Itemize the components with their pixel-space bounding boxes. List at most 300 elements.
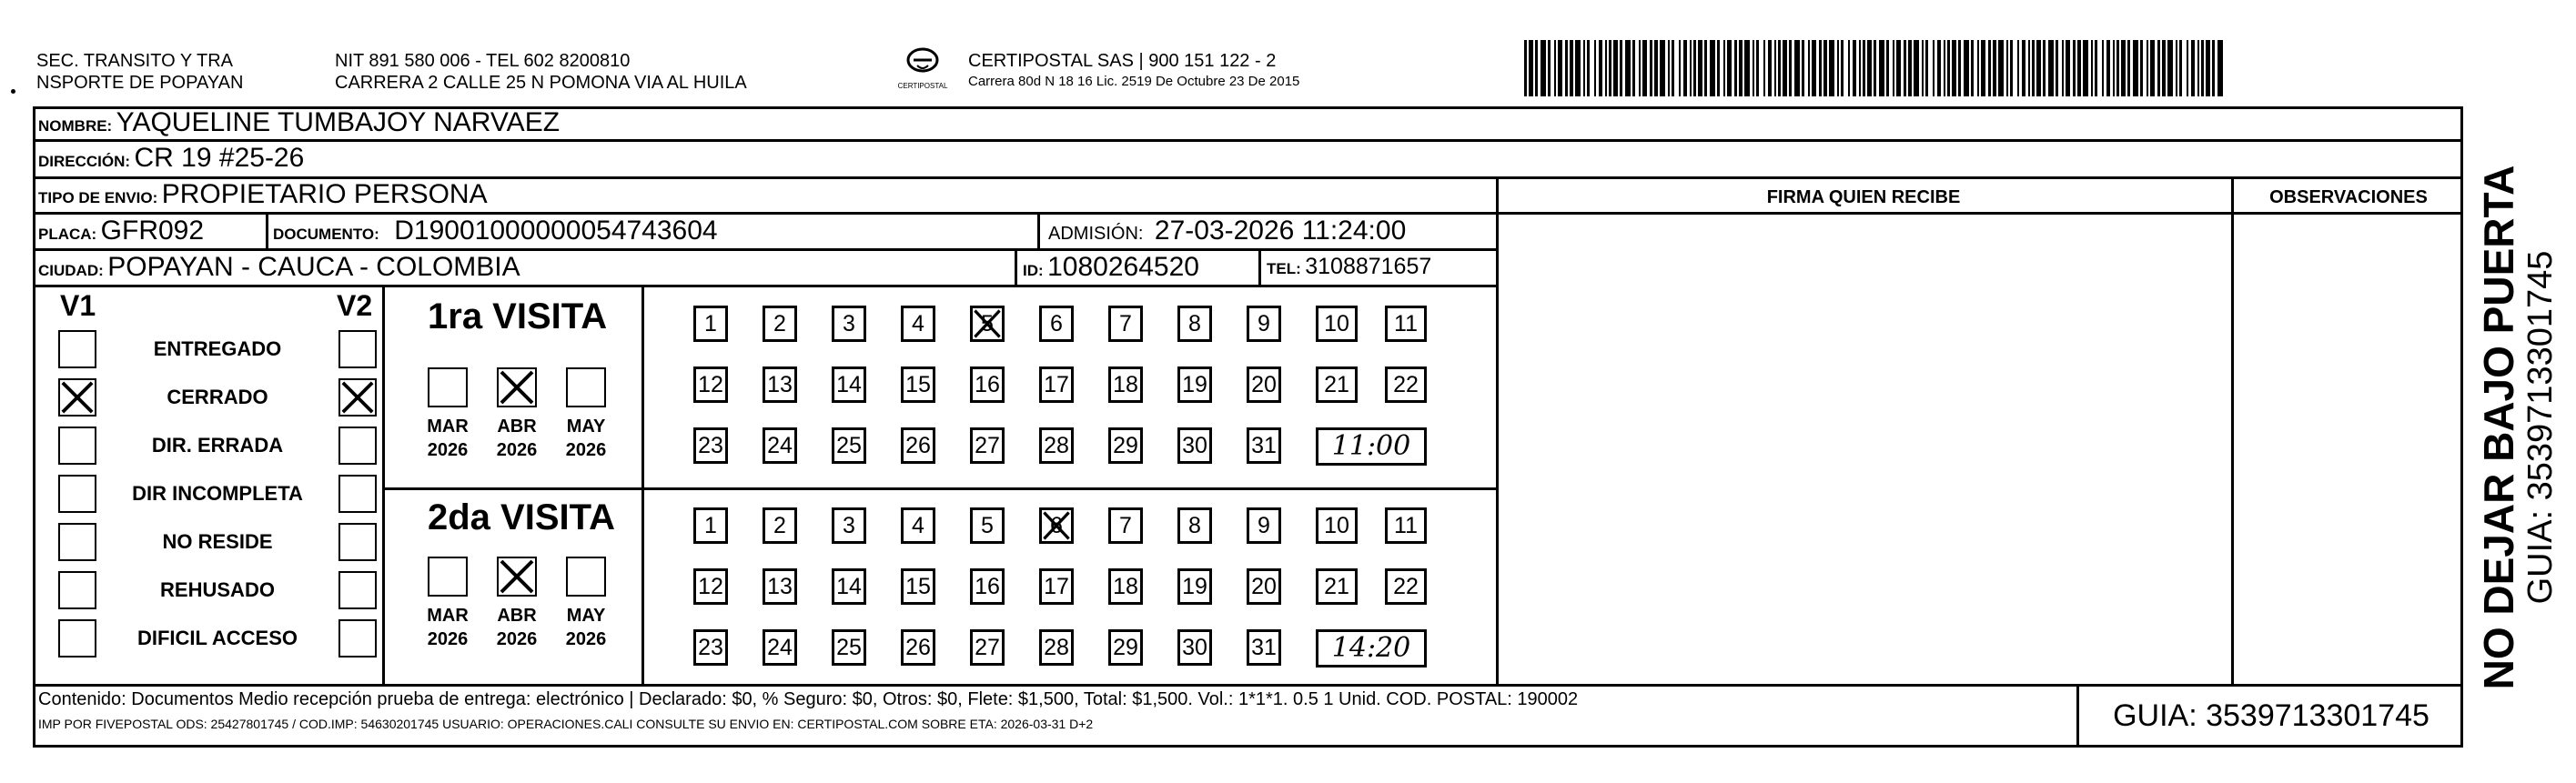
day-cell[interactable] <box>1039 629 1074 666</box>
day-cell[interactable] <box>901 629 935 666</box>
barcode-bar <box>1794 40 1800 96</box>
x-mark-icon <box>60 380 95 415</box>
row-divider <box>33 285 1496 287</box>
barcode-bar <box>1642 40 1647 96</box>
day-number: 9 <box>1258 311 1270 336</box>
day-number: 13 <box>767 372 793 397</box>
observaciones-header: OBSERVACIONES <box>2269 187 2428 207</box>
day-number: 16 <box>975 372 1000 397</box>
barcode-bar <box>1904 40 1906 96</box>
day-cell[interactable] <box>1177 507 1212 544</box>
day-number: 1 <box>704 311 717 336</box>
placa-label: PLACA: <box>38 226 97 243</box>
barcode-bar <box>1587 40 1590 96</box>
barcode-bar <box>1625 40 1631 96</box>
day-cell[interactable] <box>1039 306 1074 342</box>
v1-checkbox[interactable] <box>58 571 96 609</box>
barcode-bar <box>2133 40 2138 96</box>
barcode-bar <box>1998 40 2004 96</box>
day-cell[interactable] <box>1108 507 1143 544</box>
day-cell[interactable] <box>763 366 797 403</box>
day-number: 21 <box>1324 372 1349 397</box>
day-cell[interactable] <box>763 568 797 605</box>
id-value: 1080264520 <box>1047 252 1199 282</box>
day-number: 26 <box>905 635 931 660</box>
side-rotated <box>2476 166 2560 690</box>
day-number: 29 <box>1113 433 1138 458</box>
barcode-bar <box>1879 40 1884 96</box>
day-cell[interactable] <box>1039 568 1074 605</box>
day-cell[interactable] <box>1316 306 1358 342</box>
barcode-bar <box>1841 40 1844 96</box>
barcode-bar <box>2206 40 2210 96</box>
barcode-bar <box>1753 40 1754 96</box>
barcode-bar <box>2095 40 2097 96</box>
x-mark-icon <box>340 380 375 415</box>
admision-value: 27-03-2026 11:24:00 <box>1154 216 1407 246</box>
barcode-bar <box>1893 40 1894 96</box>
id-label: ID: <box>1023 262 1044 279</box>
barcode-bar <box>1981 40 1985 96</box>
day-number: 29 <box>1113 635 1138 660</box>
barcode-bar <box>2147 40 2148 96</box>
ciudad-value: POPAYAN - CAUCA - COLOMBIA <box>107 252 520 282</box>
day-cell[interactable] <box>901 568 935 605</box>
status-option-label: NO RESIDE <box>162 530 273 553</box>
day-number: 15 <box>905 372 931 397</box>
v2-checkbox[interactable] <box>338 475 377 513</box>
barcode-bar <box>2032 40 2035 96</box>
admision-cell <box>1048 216 1406 246</box>
side-guia: GUIA: 3539713301745 <box>2521 250 2560 605</box>
barcode-bar <box>2113 40 2115 96</box>
day-number: 5 <box>981 311 994 336</box>
day-number: 23 <box>698 635 723 660</box>
barcode-bar <box>1613 40 1618 96</box>
sender-line-1: SEC. TRANSITO Y TRA <box>36 51 233 71</box>
sender-block <box>36 50 243 94</box>
barcode-bar <box>1964 40 1969 96</box>
barcode-bar <box>1768 40 1772 96</box>
day-cell[interactable] <box>1108 427 1143 464</box>
barcode-bar <box>1859 40 1861 96</box>
month-label <box>490 604 544 651</box>
barcode-bar <box>1620 40 1622 96</box>
day-cell[interactable] <box>1039 427 1074 464</box>
tel-label: TEL: <box>1267 260 1301 277</box>
day-number: 9 <box>1258 513 1270 538</box>
barcode-bar <box>1558 40 1562 96</box>
barcode-bar <box>1802 40 1804 96</box>
barcode-bar <box>1947 40 1950 96</box>
day-number: 20 <box>1251 574 1277 599</box>
barcode-bar <box>1698 40 1702 96</box>
day-number: 27 <box>975 635 1000 660</box>
barcode-bar <box>1650 40 1652 96</box>
day-number: 1 <box>704 513 717 538</box>
barcode-bar <box>1672 40 1674 96</box>
day-number: 11 <box>1394 311 1418 336</box>
barcode-bar <box>2127 40 2130 96</box>
barcode-bar <box>2073 40 2076 96</box>
origin-address: CARRERA 2 CALLE 25 N POMONA VIA AL HUILA <box>335 73 747 93</box>
v2-checkbox[interactable] <box>338 523 377 561</box>
day-number: 19 <box>1182 574 1207 599</box>
day-number: 21 <box>1324 574 1349 599</box>
cell-divider <box>1037 212 1040 250</box>
barcode-bar <box>2056 40 2058 96</box>
margin-dot <box>11 89 15 94</box>
month-year: 2026 <box>427 440 469 460</box>
barcode-bar <box>1971 40 1974 96</box>
day-number: 28 <box>1044 635 1069 660</box>
barcode-bar <box>1710 40 1715 96</box>
day-cell[interactable] <box>693 507 728 544</box>
barcode-bar <box>1874 40 1876 96</box>
barcode-bar <box>2150 40 2155 96</box>
v2-checkbox[interactable] <box>338 619 377 658</box>
v1-checkbox[interactable] <box>58 523 96 561</box>
day-cell[interactable] <box>832 366 866 403</box>
side-panel <box>2468 118 2568 737</box>
barcode-bar <box>1541 40 1546 96</box>
day-number: 7 <box>1119 513 1132 538</box>
day-cell[interactable] <box>1247 427 1281 464</box>
day-cell[interactable] <box>901 427 935 464</box>
barcode-bar <box>1774 40 1776 96</box>
barcode-bar <box>1690 40 1692 96</box>
v1-checkbox[interactable] <box>58 619 96 658</box>
barcode-bar <box>2036 40 2041 96</box>
barcode-bar <box>1908 40 1912 96</box>
v2-checkbox[interactable] <box>338 427 377 465</box>
barcode-bar <box>1812 40 1816 96</box>
month-name: ABR <box>497 606 537 626</box>
day-cell[interactable] <box>1385 366 1427 403</box>
day-cell[interactable] <box>832 568 866 605</box>
day-cell[interactable] <box>832 507 866 544</box>
day-cell[interactable] <box>1108 366 1143 403</box>
barcode-bar <box>1639 40 1641 96</box>
day-cell[interactable] <box>1247 568 1281 605</box>
day-number: 4 <box>912 513 924 538</box>
month-name: ABR <box>497 417 537 437</box>
month-checkbox[interactable] <box>497 367 537 407</box>
tipo-row <box>38 179 488 210</box>
status-divider <box>382 285 385 686</box>
logo-icon <box>894 40 952 100</box>
footer-guia: GUIA: 3539713301745 <box>2113 698 2430 733</box>
barcode-bar <box>2062 40 2064 96</box>
barcode-bar <box>1853 40 1856 96</box>
barcode-bar <box>1993 40 1996 96</box>
month-year: 2026 <box>427 629 469 649</box>
day-number: 6 <box>1050 311 1063 336</box>
day-number: 22 <box>1393 372 1419 397</box>
day-number: 12 <box>698 372 723 397</box>
tel-value: 3108871657 <box>1305 254 1432 279</box>
barcode-bar <box>1679 40 1681 96</box>
barcode-bar <box>2102 40 2104 96</box>
barcode-bar <box>1933 40 1935 96</box>
status-option-label: DIR INCOMPLETA <box>132 482 303 505</box>
v1-checkbox[interactable] <box>58 427 96 465</box>
barcode-bar <box>1756 40 1759 96</box>
barcode-bar <box>2043 40 2046 96</box>
tipo-value: PROPIETARIO PERSONA <box>161 179 488 209</box>
documento-cell <box>273 216 718 246</box>
barcode-bar <box>2121 40 2126 96</box>
admision-label: ADMISIÓN: <box>1048 224 1144 244</box>
day-number: 24 <box>767 433 793 458</box>
month-checkbox[interactable] <box>566 367 606 407</box>
barcode-bar <box>2191 40 2195 96</box>
time-field[interactable]: 14:20 <box>1316 629 1427 668</box>
barcode-bar <box>1668 40 1670 96</box>
day-cell[interactable] <box>1177 568 1212 605</box>
barcode-bar <box>2077 40 2081 96</box>
barcode-bar <box>1744 40 1750 96</box>
barcode-bar <box>1734 40 1737 96</box>
barcode-bar <box>1660 40 1665 96</box>
barcode-bar <box>1599 40 1602 96</box>
day-number: 8 <box>1188 513 1201 538</box>
day-cell[interactable] <box>1247 507 1281 544</box>
v1-label: V1 <box>60 289 96 322</box>
day-number: 3 <box>843 513 855 538</box>
day-number: 2 <box>773 311 786 336</box>
barcode-bar <box>1988 40 1991 96</box>
day-cell[interactable] <box>1247 629 1281 666</box>
day-cell[interactable] <box>970 306 1005 342</box>
day-cell[interactable] <box>901 507 935 544</box>
v1-checkbox[interactable] <box>58 378 96 417</box>
id-cell <box>1023 252 1199 283</box>
day-cell[interactable] <box>693 427 728 464</box>
day-number: 30 <box>1182 433 1207 458</box>
day-cell[interactable] <box>763 629 797 666</box>
day-cell[interactable] <box>1039 507 1074 544</box>
signature-area[interactable] <box>1500 215 2228 682</box>
day-number: 27 <box>975 433 1000 458</box>
barcode-bar <box>1565 40 1568 96</box>
barcode-bar <box>2028 40 2030 96</box>
v2-checkbox[interactable] <box>338 571 377 609</box>
barcode-bar <box>1863 40 1865 96</box>
day-number: 28 <box>1044 433 1069 458</box>
barcode-bar <box>1570 40 1573 96</box>
x-mark-icon <box>973 308 1002 339</box>
day-number: 30 <box>1182 635 1207 660</box>
day-number: 18 <box>1113 574 1138 599</box>
day-number: 26 <box>905 433 931 458</box>
x-mark-icon <box>1042 510 1071 541</box>
barcode-bar <box>1739 40 1743 96</box>
barcode-bar <box>1727 40 1732 96</box>
barcode-bar <box>2091 40 2093 96</box>
day-cell[interactable] <box>1108 629 1143 666</box>
sender-line-2: NSPORTE DE POPAYAN <box>36 73 244 93</box>
observations-area[interactable] <box>2237 215 2460 682</box>
day-cell[interactable] <box>763 427 797 464</box>
day-number: 10 <box>1324 513 1349 538</box>
day-number: 14 <box>836 574 862 599</box>
visit-row-divider <box>382 487 1496 490</box>
documento-label: DOCUMENTO: <box>273 226 379 243</box>
barcode-bar <box>1554 40 1556 96</box>
second-visit-title: 2da VISITA <box>428 497 615 537</box>
barcode-bar <box>1583 40 1585 96</box>
nombre-row <box>38 107 560 138</box>
status-option-label: DIFICIL ACCESO <box>136 627 298 649</box>
barcode-bar <box>2140 40 2143 96</box>
day-number: 13 <box>767 574 793 599</box>
barcode-bar <box>1958 40 1961 96</box>
barcode-bar <box>2217 40 2223 96</box>
day-number: 19 <box>1182 372 1207 397</box>
day-number: 31 <box>1251 635 1277 660</box>
day-number: 22 <box>1393 574 1419 599</box>
nombre-value: YAQUELINE TUMBAJOY NARVAEZ <box>116 107 561 137</box>
day-cell[interactable] <box>970 629 1005 666</box>
cell-divider <box>1258 248 1261 286</box>
day-number: 5 <box>981 513 994 538</box>
day-cell[interactable] <box>901 366 935 403</box>
barcode-bar <box>2006 40 2008 96</box>
row-divider <box>33 684 2463 687</box>
status-option-label: CERRADO <box>167 386 268 408</box>
ciudad-cell <box>38 252 520 283</box>
barcode-bar <box>1867 40 1872 96</box>
day-number: 18 <box>1113 372 1138 397</box>
nit-line: NIT 891 580 006 - TEL 602 8200810 <box>335 51 631 71</box>
barcode-bar <box>1944 40 1945 96</box>
month-checkbox[interactable] <box>428 557 468 597</box>
day-number: 4 <box>912 311 924 336</box>
day-cell[interactable] <box>901 306 935 342</box>
day-cell[interactable] <box>1247 306 1281 342</box>
barcode-bar <box>1548 40 1551 96</box>
barcode-bar <box>1609 40 1611 96</box>
time-field[interactable]: 11:00 <box>1316 427 1427 466</box>
day-cell[interactable] <box>1177 629 1212 666</box>
v2-checkbox[interactable] <box>338 330 377 368</box>
day-cell[interactable] <box>763 306 797 342</box>
day-cell[interactable] <box>970 507 1005 544</box>
barcode-bar <box>1535 40 1538 96</box>
day-cell[interactable] <box>1177 306 1212 342</box>
day-cell[interactable] <box>1108 568 1143 605</box>
day-cell[interactable] <box>1108 306 1143 342</box>
contenido-text: Contenido: Documentos Medio recepción prueba de entrega: electrónico | Declarado: $0, % Seguro: $0, Otros: $0, Flete: $1,500, Total: $1,500. Vol.: 1*1*1. 0.5 1 Unid. COD. POSTAL: 190002 <box>38 689 1579 709</box>
day-cell[interactable] <box>1316 568 1358 605</box>
day-cell[interactable] <box>1385 507 1427 544</box>
barcode-bar <box>1683 40 1687 96</box>
day-cell[interactable] <box>970 427 1005 464</box>
month-label <box>559 415 613 462</box>
day-number: 14 <box>836 372 862 397</box>
barcode-bar <box>2197 40 2199 96</box>
status-option-label: REHUSADO <box>160 578 275 601</box>
barcode-bar <box>1524 40 1527 96</box>
direccion-value: CR 19 #25-26 <box>134 143 305 173</box>
barcode-bar <box>1632 40 1635 96</box>
month-checkbox[interactable] <box>428 367 468 407</box>
day-cell[interactable] <box>693 306 728 342</box>
day-cell[interactable] <box>970 568 1005 605</box>
day-cell[interactable] <box>763 507 797 544</box>
day-cell[interactable] <box>693 629 728 666</box>
day-cell[interactable] <box>693 366 728 403</box>
day-cell[interactable] <box>832 306 866 342</box>
day-cell[interactable] <box>1316 507 1358 544</box>
x-mark-icon <box>499 369 535 406</box>
barcode-bar <box>1763 40 1765 96</box>
month-label <box>420 604 475 651</box>
v1-checkbox[interactable] <box>58 475 96 513</box>
barcode-bar <box>2157 40 2160 96</box>
v2-checkbox[interactable] <box>338 378 377 417</box>
barcode-bar <box>1717 40 1720 96</box>
day-cell[interactable] <box>1177 427 1212 464</box>
barcode-image <box>1524 40 2225 96</box>
imp-text: IMP POR FIVEPOSTAL ODS: 25427801745 / COD.IMP: 54630201745 USUARIO: OPERACIONES.CALI CONSULTE SU ENVIO EN: CERTIPOSTAL.COM SOBRE ETA: 2026-03-31 D+2 <box>38 717 1094 731</box>
status-option-label: DIR. ERRADA <box>151 434 284 457</box>
day-cell[interactable] <box>832 629 866 666</box>
placa-cell <box>38 216 204 246</box>
v1-checkbox[interactable] <box>58 330 96 368</box>
column-divider <box>1496 176 1499 686</box>
day-cell[interactable] <box>1385 568 1427 605</box>
day-cell[interactable] <box>970 366 1005 403</box>
barcode-bar <box>1693 40 1696 96</box>
month-checkbox[interactable] <box>497 557 537 597</box>
barcode-bar <box>1837 40 1839 96</box>
origin-block <box>335 50 747 94</box>
column-divider <box>2231 176 2234 686</box>
row-divider <box>33 212 1496 215</box>
barcode-bar <box>2212 40 2215 96</box>
day-cell[interactable] <box>1177 366 1212 403</box>
barcode-bar <box>2116 40 2119 96</box>
day-cell[interactable] <box>1385 306 1427 342</box>
month-name: MAY <box>566 606 606 626</box>
month-name: MAR <box>427 606 469 626</box>
barcode-bar <box>2022 40 2025 96</box>
month-checkbox[interactable] <box>566 557 606 597</box>
day-cell[interactable] <box>693 568 728 605</box>
barcode-bar <box>1823 40 1827 96</box>
barcode-bar <box>1896 40 1901 96</box>
day-cell[interactable] <box>1247 366 1281 403</box>
barcode-bar <box>1778 40 1781 96</box>
first-visit-title: 1ra VISITA <box>428 296 608 336</box>
barcode-bar <box>1783 40 1787 96</box>
month-year: 2026 <box>565 440 607 460</box>
documento-value: D19001000000054743604 <box>394 216 718 246</box>
month-year: 2026 <box>496 440 538 460</box>
company-block <box>968 50 1299 92</box>
day-cell[interactable] <box>1039 366 1074 403</box>
day-cell[interactable] <box>832 427 866 464</box>
barcode-bar <box>1654 40 1658 96</box>
day-number: 23 <box>698 433 723 458</box>
barcode-bar <box>1605 40 1607 96</box>
barcode-bar <box>2017 40 2019 96</box>
barcode-bar <box>1575 40 1581 96</box>
day-cell[interactable] <box>1316 366 1358 403</box>
barcode-bar <box>2167 40 2173 96</box>
